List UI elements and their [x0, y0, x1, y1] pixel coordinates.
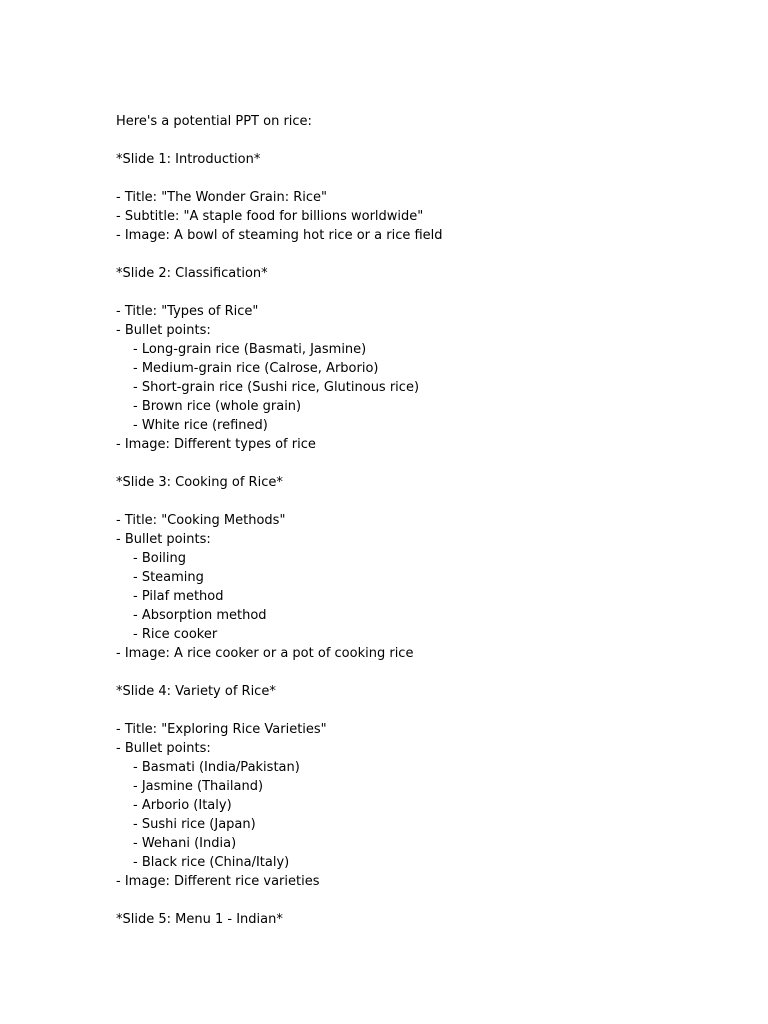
spacer [116, 169, 736, 188]
spacer [116, 283, 736, 302]
spacer [116, 492, 736, 511]
slide-3-bullet: - Steaming [133, 570, 204, 585]
slide-2-bullets-label: - Bullet points: [116, 323, 211, 338]
document-page [116, 112, 736, 929]
slide-1-subtitle-line: - Subtitle: "A staple food for billions worldwide" [116, 209, 424, 224]
slide-2-bullet: - Short-grain rice (Sushi rice, Glutinous rice) [133, 380, 420, 395]
spacer [116, 454, 736, 473]
slide-4-bullet: - Black rice (China/Italy) [133, 855, 290, 870]
slide-5-heading: *Slide 5: Menu 1 - Indian* [116, 912, 283, 927]
spacer [116, 701, 736, 720]
slide-4-bullet: - Basmati (India/Pakistan) [133, 760, 300, 775]
slide-4-bullets-label: - Bullet points: [116, 741, 211, 756]
slide-3-heading: *Slide 3: Cooking of Rice* [116, 475, 283, 490]
slide-3-image-line: - Image: A rice cooker or a pot of cooking rice [116, 646, 414, 661]
spacer [116, 891, 736, 910]
spacer [116, 663, 736, 682]
intro-text: Here's a potential PPT on rice: [116, 114, 312, 129]
slide-4-heading: *Slide 4: Variety of Rice* [116, 684, 276, 699]
slide-4-bullet: - Arborio (Italy) [133, 798, 232, 813]
slide-1-title-line: - Title: "The Wonder Grain: Rice" [116, 190, 328, 205]
slide-1-heading: *Slide 1: Introduction* [116, 152, 261, 167]
slide-2-title-line: - Title: "Types of Rice" [116, 304, 259, 319]
slide-3-bullet: - Pilaf method [133, 589, 224, 604]
slide-2-bullet: - Long-grain rice (Basmati, Jasmine) [133, 342, 367, 357]
slide-4-title-line: - Title: "Exploring Rice Varieties" [116, 722, 327, 737]
slide-4-bullet: - Jasmine (Thailand) [133, 779, 264, 794]
slide-2-image-line: - Image: Different types of rice [116, 437, 316, 452]
slide-3-bullets-label: - Bullet points: [116, 532, 211, 547]
slide-3-bullet: - Absorption method [133, 608, 267, 623]
slide-3-bullet: - Boiling [133, 551, 187, 566]
slide-2-bullet: - Medium-grain rice (Calrose, Arborio) [133, 361, 379, 376]
slide-4-image-line: - Image: Different rice varieties [116, 874, 320, 889]
slide-2-bullet: - White rice (refined) [133, 418, 268, 433]
slide-3-title-line: - Title: "Cooking Methods" [116, 513, 286, 528]
slide-2-heading: *Slide 2: Classification* [116, 266, 268, 281]
spacer [116, 245, 736, 264]
slide-1-image-line: - Image: A bowl of steaming hot rice or a rice field [116, 228, 443, 243]
slide-2-bullet: - Brown rice (whole grain) [133, 399, 302, 414]
slide-4-bullet: - Wehani (India) [133, 836, 237, 851]
spacer [116, 131, 736, 150]
slide-3-bullet: - Rice cooker [133, 627, 218, 642]
slide-4-bullet: - Sushi rice (Japan) [133, 817, 256, 832]
